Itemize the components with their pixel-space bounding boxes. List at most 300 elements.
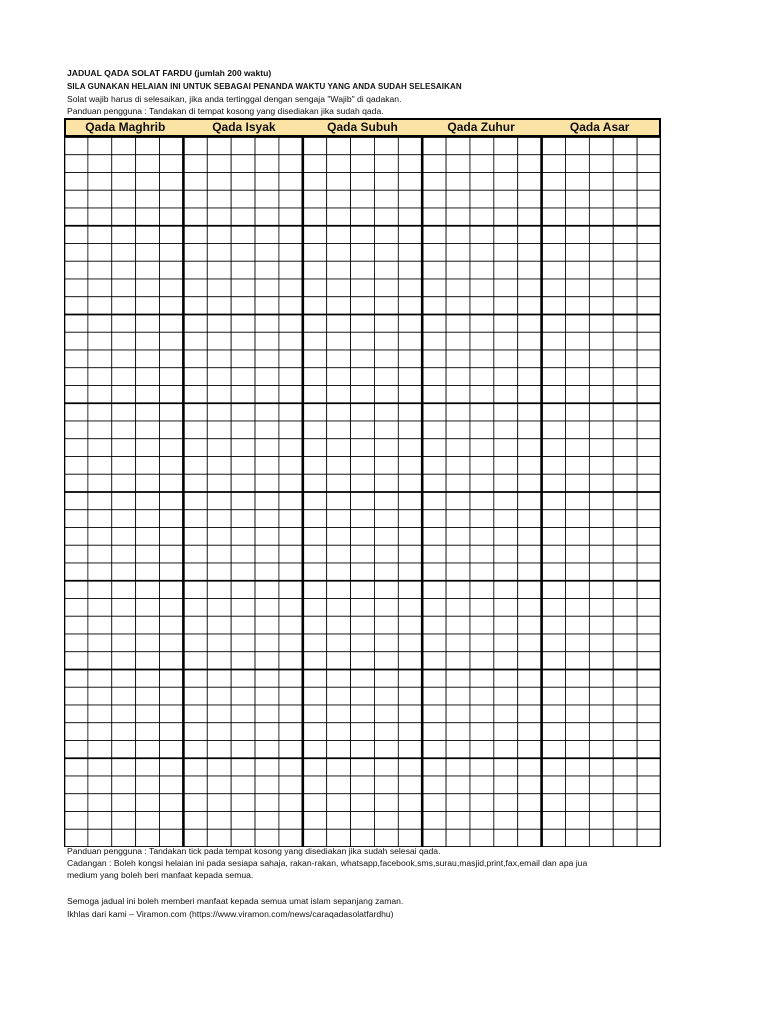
tick-cell[interactable] <box>255 741 279 759</box>
tick-cell[interactable] <box>613 634 637 652</box>
tick-cell[interactable] <box>351 368 375 386</box>
tick-cell[interactable] <box>422 599 446 617</box>
tick-cell[interactable] <box>88 279 112 297</box>
tick-cell[interactable] <box>303 670 327 688</box>
tick-cell[interactable] <box>351 439 375 457</box>
tick-cell[interactable] <box>518 386 542 404</box>
tick-cell[interactable] <box>542 208 566 226</box>
tick-cell[interactable] <box>589 599 613 617</box>
tick-cell[interactable] <box>303 599 327 617</box>
tick-cell[interactable] <box>255 670 279 688</box>
tick-cell[interactable] <box>398 758 422 776</box>
tick-cell[interactable] <box>470 279 494 297</box>
tick-cell[interactable] <box>207 528 231 546</box>
tick-cell[interactable] <box>183 492 207 510</box>
tick-cell[interactable] <box>470 261 494 279</box>
tick-cell[interactable] <box>637 616 661 634</box>
tick-cell[interactable] <box>422 616 446 634</box>
tick-cell[interactable] <box>351 226 375 244</box>
tick-cell[interactable] <box>255 173 279 191</box>
tick-cell[interactable] <box>446 634 470 652</box>
tick-cell[interactable] <box>589 261 613 279</box>
tick-cell[interactable] <box>613 173 637 191</box>
tick-cell[interactable] <box>613 403 637 421</box>
tick-cell[interactable] <box>112 652 136 670</box>
tick-cell[interactable] <box>88 741 112 759</box>
tick-cell[interactable] <box>303 581 327 599</box>
tick-cell[interactable] <box>64 652 88 670</box>
tick-cell[interactable] <box>398 510 422 528</box>
tick-cell[interactable] <box>542 776 566 794</box>
tick-cell[interactable] <box>207 208 231 226</box>
tick-cell[interactable] <box>542 723 566 741</box>
tick-cell[interactable] <box>136 173 160 191</box>
tick-cell[interactable] <box>231 794 255 812</box>
tick-cell[interactable] <box>88 137 112 155</box>
tick-cell[interactable] <box>398 581 422 599</box>
tick-cell[interactable] <box>470 492 494 510</box>
tick-cell[interactable] <box>160 421 184 439</box>
tick-cell[interactable] <box>422 439 446 457</box>
tick-cell[interactable] <box>565 581 589 599</box>
tick-cell[interactable] <box>446 421 470 439</box>
tick-cell[interactable] <box>160 226 184 244</box>
tick-cell[interactable] <box>231 723 255 741</box>
tick-cell[interactable] <box>351 208 375 226</box>
tick-cell[interactable] <box>637 208 661 226</box>
tick-cell[interactable] <box>565 439 589 457</box>
tick-cell[interactable] <box>565 279 589 297</box>
tick-cell[interactable] <box>279 350 303 368</box>
tick-cell[interactable] <box>494 457 518 475</box>
tick-cell[interactable] <box>255 297 279 315</box>
tick-cell[interactable] <box>422 457 446 475</box>
tick-cell[interactable] <box>303 403 327 421</box>
tick-cell[interactable] <box>64 634 88 652</box>
tick-cell[interactable] <box>446 687 470 705</box>
tick-cell[interactable] <box>112 545 136 563</box>
tick-cell[interactable] <box>398 368 422 386</box>
tick-cell[interactable] <box>327 581 351 599</box>
tick-cell[interactable] <box>255 244 279 262</box>
tick-cell[interactable] <box>446 741 470 759</box>
tick-cell[interactable] <box>542 261 566 279</box>
tick-cell[interactable] <box>160 545 184 563</box>
tick-cell[interactable] <box>518 510 542 528</box>
tick-cell[interactable] <box>327 297 351 315</box>
tick-cell[interactable] <box>255 457 279 475</box>
tick-cell[interactable] <box>446 368 470 386</box>
tick-cell[interactable] <box>422 634 446 652</box>
tick-cell[interactable] <box>518 368 542 386</box>
tick-cell[interactable] <box>231 563 255 581</box>
tick-cell[interactable] <box>637 812 661 830</box>
tick-cell[interactable] <box>279 545 303 563</box>
tick-cell[interactable] <box>637 599 661 617</box>
tick-cell[interactable] <box>183 634 207 652</box>
tick-cell[interactable] <box>637 652 661 670</box>
tick-cell[interactable] <box>637 173 661 191</box>
tick-cell[interactable] <box>183 474 207 492</box>
tick-cell[interactable] <box>183 723 207 741</box>
tick-cell[interactable] <box>589 457 613 475</box>
tick-cell[interactable] <box>64 297 88 315</box>
tick-cell[interactable] <box>446 279 470 297</box>
tick-cell[interactable] <box>112 687 136 705</box>
tick-cell[interactable] <box>351 421 375 439</box>
tick-cell[interactable] <box>64 173 88 191</box>
tick-cell[interactable] <box>518 439 542 457</box>
tick-cell[interactable] <box>542 670 566 688</box>
tick-cell[interactable] <box>351 670 375 688</box>
tick-cell[interactable] <box>613 492 637 510</box>
tick-cell[interactable] <box>183 421 207 439</box>
tick-cell[interactable] <box>589 421 613 439</box>
tick-cell[interactable] <box>136 812 160 830</box>
tick-cell[interactable] <box>112 403 136 421</box>
tick-cell[interactable] <box>374 173 398 191</box>
tick-cell[interactable] <box>589 812 613 830</box>
tick-cell[interactable] <box>88 315 112 333</box>
tick-cell[interactable] <box>351 155 375 173</box>
tick-cell[interactable] <box>613 208 637 226</box>
tick-cell[interactable] <box>637 563 661 581</box>
tick-cell[interactable] <box>422 510 446 528</box>
tick-cell[interactable] <box>303 758 327 776</box>
tick-cell[interactable] <box>637 581 661 599</box>
tick-cell[interactable] <box>64 421 88 439</box>
tick-cell[interactable] <box>231 190 255 208</box>
tick-cell[interactable] <box>446 332 470 350</box>
tick-cell[interactable] <box>136 439 160 457</box>
tick-cell[interactable] <box>255 634 279 652</box>
tick-cell[interactable] <box>112 812 136 830</box>
tick-cell[interactable] <box>231 545 255 563</box>
tick-cell[interactable] <box>255 279 279 297</box>
tick-cell[interactable] <box>637 368 661 386</box>
tick-cell[interactable] <box>231 421 255 439</box>
tick-cell[interactable] <box>613 332 637 350</box>
tick-cell[interactable] <box>494 492 518 510</box>
tick-cell[interactable] <box>64 741 88 759</box>
tick-cell[interactable] <box>518 315 542 333</box>
tick-cell[interactable] <box>231 386 255 404</box>
tick-cell[interactable] <box>160 279 184 297</box>
tick-cell[interactable] <box>136 758 160 776</box>
tick-cell[interactable] <box>255 261 279 279</box>
tick-cell[interactable] <box>327 812 351 830</box>
tick-cell[interactable] <box>494 315 518 333</box>
tick-cell[interactable] <box>446 812 470 830</box>
tick-cell[interactable] <box>279 261 303 279</box>
tick-cell[interactable] <box>136 741 160 759</box>
tick-cell[interactable] <box>494 829 518 847</box>
tick-cell[interactable] <box>589 332 613 350</box>
tick-cell[interactable] <box>565 368 589 386</box>
tick-cell[interactable] <box>183 350 207 368</box>
tick-cell[interactable] <box>255 687 279 705</box>
tick-cell[interactable] <box>589 244 613 262</box>
tick-cell[interactable] <box>542 510 566 528</box>
tick-cell[interactable] <box>160 758 184 776</box>
tick-cell[interactable] <box>518 137 542 155</box>
tick-cell[interactable] <box>422 723 446 741</box>
tick-cell[interactable] <box>327 403 351 421</box>
tick-cell[interactable] <box>207 723 231 741</box>
tick-cell[interactable] <box>351 403 375 421</box>
tick-cell[interactable] <box>231 244 255 262</box>
tick-cell[interactable] <box>374 332 398 350</box>
tick-cell[interactable] <box>136 687 160 705</box>
tick-cell[interactable] <box>160 173 184 191</box>
tick-cell[interactable] <box>374 510 398 528</box>
tick-cell[interactable] <box>112 599 136 617</box>
tick-cell[interactable] <box>542 457 566 475</box>
tick-cell[interactable] <box>494 421 518 439</box>
tick-cell[interactable] <box>88 208 112 226</box>
tick-cell[interactable] <box>398 616 422 634</box>
tick-cell[interactable] <box>112 616 136 634</box>
tick-cell[interactable] <box>327 510 351 528</box>
tick-cell[interactable] <box>183 155 207 173</box>
tick-cell[interactable] <box>518 652 542 670</box>
tick-cell[interactable] <box>207 403 231 421</box>
tick-cell[interactable] <box>494 261 518 279</box>
tick-cell[interactable] <box>542 368 566 386</box>
tick-cell[interactable] <box>88 439 112 457</box>
tick-cell[interactable] <box>112 297 136 315</box>
tick-cell[interactable] <box>613 137 637 155</box>
tick-cell[interactable] <box>279 137 303 155</box>
tick-cell[interactable] <box>160 794 184 812</box>
tick-cell[interactable] <box>470 758 494 776</box>
tick-cell[interactable] <box>64 155 88 173</box>
tick-cell[interactable] <box>136 616 160 634</box>
tick-cell[interactable] <box>112 457 136 475</box>
tick-cell[interactable] <box>64 244 88 262</box>
tick-cell[interactable] <box>374 403 398 421</box>
tick-cell[interactable] <box>398 137 422 155</box>
tick-cell[interactable] <box>518 528 542 546</box>
tick-cell[interactable] <box>422 581 446 599</box>
tick-cell[interactable] <box>279 421 303 439</box>
tick-cell[interactable] <box>64 226 88 244</box>
tick-cell[interactable] <box>351 741 375 759</box>
tick-cell[interactable] <box>88 545 112 563</box>
tick-cell[interactable] <box>160 812 184 830</box>
tick-cell[interactable] <box>446 190 470 208</box>
tick-cell[interactable] <box>136 652 160 670</box>
tick-cell[interactable] <box>470 155 494 173</box>
tick-cell[interactable] <box>518 723 542 741</box>
tick-cell[interactable] <box>542 403 566 421</box>
tick-cell[interactable] <box>351 723 375 741</box>
tick-cell[interactable] <box>279 741 303 759</box>
tick-cell[interactable] <box>374 705 398 723</box>
tick-cell[interactable] <box>255 812 279 830</box>
tick-cell[interactable] <box>207 563 231 581</box>
tick-cell[interactable] <box>637 155 661 173</box>
tick-cell[interactable] <box>160 616 184 634</box>
tick-cell[interactable] <box>398 634 422 652</box>
tick-cell[interactable] <box>327 670 351 688</box>
tick-cell[interactable] <box>231 829 255 847</box>
tick-cell[interactable] <box>565 208 589 226</box>
tick-cell[interactable] <box>160 332 184 350</box>
tick-cell[interactable] <box>470 705 494 723</box>
tick-cell[interactable] <box>279 492 303 510</box>
tick-cell[interactable] <box>565 190 589 208</box>
tick-cell[interactable] <box>446 457 470 475</box>
tick-cell[interactable] <box>64 563 88 581</box>
tick-cell[interactable] <box>279 687 303 705</box>
tick-cell[interactable] <box>518 634 542 652</box>
tick-cell[interactable] <box>327 368 351 386</box>
tick-cell[interactable] <box>613 315 637 333</box>
tick-cell[interactable] <box>88 297 112 315</box>
tick-cell[interactable] <box>351 474 375 492</box>
tick-cell[interactable] <box>494 794 518 812</box>
tick-cell[interactable] <box>565 563 589 581</box>
tick-cell[interactable] <box>64 315 88 333</box>
tick-cell[interactable] <box>470 403 494 421</box>
tick-cell[interactable] <box>64 599 88 617</box>
tick-cell[interactable] <box>494 528 518 546</box>
tick-cell[interactable] <box>231 297 255 315</box>
tick-cell[interactable] <box>183 137 207 155</box>
tick-cell[interactable] <box>183 687 207 705</box>
tick-cell[interactable] <box>446 474 470 492</box>
tick-cell[interactable] <box>351 616 375 634</box>
tick-cell[interactable] <box>64 758 88 776</box>
tick-cell[interactable] <box>494 741 518 759</box>
tick-cell[interactable] <box>470 634 494 652</box>
tick-cell[interactable] <box>255 563 279 581</box>
tick-cell[interactable] <box>565 155 589 173</box>
tick-cell[interactable] <box>303 421 327 439</box>
tick-cell[interactable] <box>231 599 255 617</box>
tick-cell[interactable] <box>589 190 613 208</box>
tick-cell[interactable] <box>470 439 494 457</box>
tick-cell[interactable] <box>446 652 470 670</box>
tick-cell[interactable] <box>589 297 613 315</box>
tick-cell[interactable] <box>207 350 231 368</box>
tick-cell[interactable] <box>183 705 207 723</box>
tick-cell[interactable] <box>279 723 303 741</box>
tick-cell[interactable] <box>398 794 422 812</box>
tick-cell[interactable] <box>374 723 398 741</box>
tick-cell[interactable] <box>422 670 446 688</box>
tick-cell[interactable] <box>183 652 207 670</box>
tick-cell[interactable] <box>136 723 160 741</box>
tick-cell[interactable] <box>613 758 637 776</box>
tick-cell[interactable] <box>183 812 207 830</box>
tick-cell[interactable] <box>207 634 231 652</box>
tick-cell[interactable] <box>303 226 327 244</box>
tick-cell[interactable] <box>637 350 661 368</box>
tick-cell[interactable] <box>637 421 661 439</box>
tick-cell[interactable] <box>112 173 136 191</box>
tick-cell[interactable] <box>207 173 231 191</box>
tick-cell[interactable] <box>327 723 351 741</box>
tick-cell[interactable] <box>565 492 589 510</box>
tick-cell[interactable] <box>136 670 160 688</box>
tick-cell[interactable] <box>374 741 398 759</box>
tick-cell[interactable] <box>231 315 255 333</box>
tick-cell[interactable] <box>542 652 566 670</box>
tick-cell[interactable] <box>136 421 160 439</box>
tick-cell[interactable] <box>183 741 207 759</box>
tick-cell[interactable] <box>637 457 661 475</box>
tick-cell[interactable] <box>494 190 518 208</box>
tick-cell[interactable] <box>518 457 542 475</box>
tick-cell[interactable] <box>542 297 566 315</box>
tick-cell[interactable] <box>374 829 398 847</box>
tick-cell[interactable] <box>613 190 637 208</box>
tick-cell[interactable] <box>112 670 136 688</box>
tick-cell[interactable] <box>183 776 207 794</box>
tick-cell[interactable] <box>613 297 637 315</box>
tick-cell[interactable] <box>637 297 661 315</box>
tick-cell[interactable] <box>398 474 422 492</box>
tick-cell[interactable] <box>207 741 231 759</box>
tick-cell[interactable] <box>589 510 613 528</box>
tick-cell[interactable] <box>207 545 231 563</box>
tick-cell[interactable] <box>112 244 136 262</box>
tick-cell[interactable] <box>231 812 255 830</box>
tick-cell[interactable] <box>470 474 494 492</box>
tick-cell[interactable] <box>637 528 661 546</box>
tick-cell[interactable] <box>279 776 303 794</box>
tick-cell[interactable] <box>613 812 637 830</box>
tick-cell[interactable] <box>637 244 661 262</box>
tick-cell[interactable] <box>470 297 494 315</box>
tick-cell[interactable] <box>542 474 566 492</box>
tick-cell[interactable] <box>446 758 470 776</box>
tick-cell[interactable] <box>160 403 184 421</box>
tick-cell[interactable] <box>518 173 542 191</box>
tick-cell[interactable] <box>565 315 589 333</box>
tick-cell[interactable] <box>470 332 494 350</box>
tick-cell[interactable] <box>470 208 494 226</box>
tick-cell[interactable] <box>589 173 613 191</box>
tick-cell[interactable] <box>136 599 160 617</box>
tick-cell[interactable] <box>398 155 422 173</box>
tick-cell[interactable] <box>207 829 231 847</box>
tick-cell[interactable] <box>327 386 351 404</box>
tick-cell[interactable] <box>279 510 303 528</box>
tick-cell[interactable] <box>255 581 279 599</box>
tick-cell[interactable] <box>136 332 160 350</box>
tick-cell[interactable] <box>351 510 375 528</box>
tick-cell[interactable] <box>183 403 207 421</box>
tick-cell[interactable] <box>470 528 494 546</box>
tick-cell[interactable] <box>255 332 279 350</box>
tick-cell[interactable] <box>374 421 398 439</box>
tick-cell[interactable] <box>88 563 112 581</box>
tick-cell[interactable] <box>565 350 589 368</box>
tick-cell[interactable] <box>613 652 637 670</box>
tick-cell[interactable] <box>542 332 566 350</box>
tick-cell[interactable] <box>112 155 136 173</box>
tick-cell[interactable] <box>589 563 613 581</box>
tick-cell[interactable] <box>518 492 542 510</box>
tick-cell[interactable] <box>64 510 88 528</box>
tick-cell[interactable] <box>542 634 566 652</box>
tick-cell[interactable] <box>183 332 207 350</box>
tick-cell[interactable] <box>136 634 160 652</box>
tick-cell[interactable] <box>422 279 446 297</box>
